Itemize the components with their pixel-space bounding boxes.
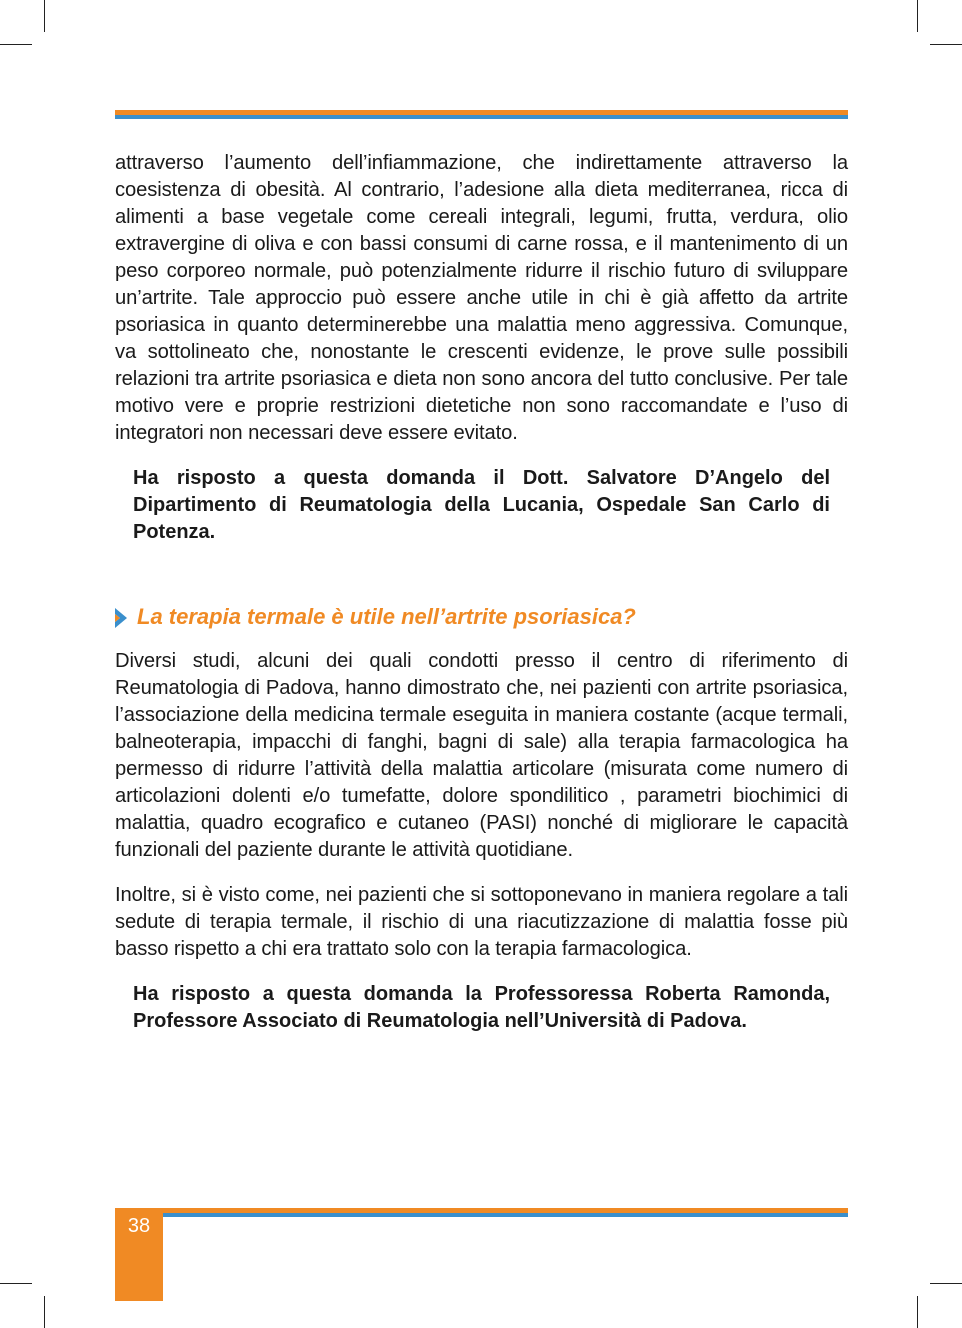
page-content	[115, 150, 848, 1053]
answer-credit: Ha risposto a questa domanda la Professoressa Roberta Ramonda, Professore Associato di Reumatologia nell’Università di Padova.	[133, 983, 830, 1032]
crop-mark	[44, 0, 45, 32]
crop-mark	[917, 1296, 918, 1328]
footer-rule-blue	[163, 1213, 848, 1217]
crop-mark	[917, 0, 918, 32]
crop-mark	[930, 1283, 962, 1284]
header-rule	[115, 110, 848, 120]
crop-mark	[0, 1283, 32, 1284]
page-number: 38	[127, 1215, 151, 1237]
page-number-box	[115, 1208, 163, 1301]
crop-mark	[930, 44, 962, 45]
footer-rule	[163, 1208, 848, 1217]
body-paragraph: Inoltre, si è visto come, nei pazienti che si sottoponevano in maniera regolare a tali sedute di terapia termale, il rischio di una riacutizzazione di malattia fosse più basso rispetto a chi era trattato solo con la terapia farmacologica.	[115, 884, 848, 960]
body-paragraph: attraverso l’aumento dell’infiammazione, che indirettamente attraverso la coesistenza di obesità. Al contrario, l’adesione alla dieta mediterranea, ricca di alimenti a base vegetale come cereali integrali, legumi, frutta, verdura, olio extravergine di oliva e con bassi consumi di carne rossa, e il mantenimento di un peso corporeo normale, può potenzialmente ridurre il rischio futuro di sviluppare un’artrite. Tale approccio può essere anche utile in chi è già affetto da artrite psoriasica in quanto determinerebbe una malattia meno aggressiva. Comunque, va sottolineato che, nonostante le crescenti evidenze, le prove sulle possibili relazioni tra artrite psoriasica e dieta non sono ancora del tutto conclusive. Per tale motivo vere e proprie restrizioni dietetiche non sono raccomandate e l’uso di integratori non necessari deve essere evitato.	[115, 152, 848, 444]
body-paragraph: Diversi studi, alcuni dei quali condotti presso il centro di riferimento di Reumatologia di Padova, hanno dimostrato che, nei pazienti con artrite psoriasica, l’associazione della medicina termale eseguita in maniera costante (acque termali, balneoterapia, impacchi di fanghi, bagni di sale) alla terapia farmacologica ha permesso di ridurre l’attività della malattia articolare (misurata come numero di articolazioni dolenti e/o tumefatte, dolore spondilitico , parametri biochimici di malattia, quadro ecografico e cutaneo (PASI) nonché di migliorare le capacità funzionali del paziente durante le attività quotidiane.	[115, 650, 848, 861]
answer-credit: Ha risposto a questa domanda il Dott. Salvatore D’Angelo del Dipartimento di Reumatologia della Lucania, Ospedale San Carlo di Potenza.	[133, 467, 830, 543]
crop-mark	[44, 1296, 45, 1328]
section-heading	[115, 602, 848, 632]
section-title: La terapia termale è utile nell’artrite psoriasica?	[137, 604, 636, 629]
crop-mark	[0, 44, 32, 45]
header-rule-blue	[115, 115, 848, 119]
chevron-right-icon	[115, 608, 129, 628]
